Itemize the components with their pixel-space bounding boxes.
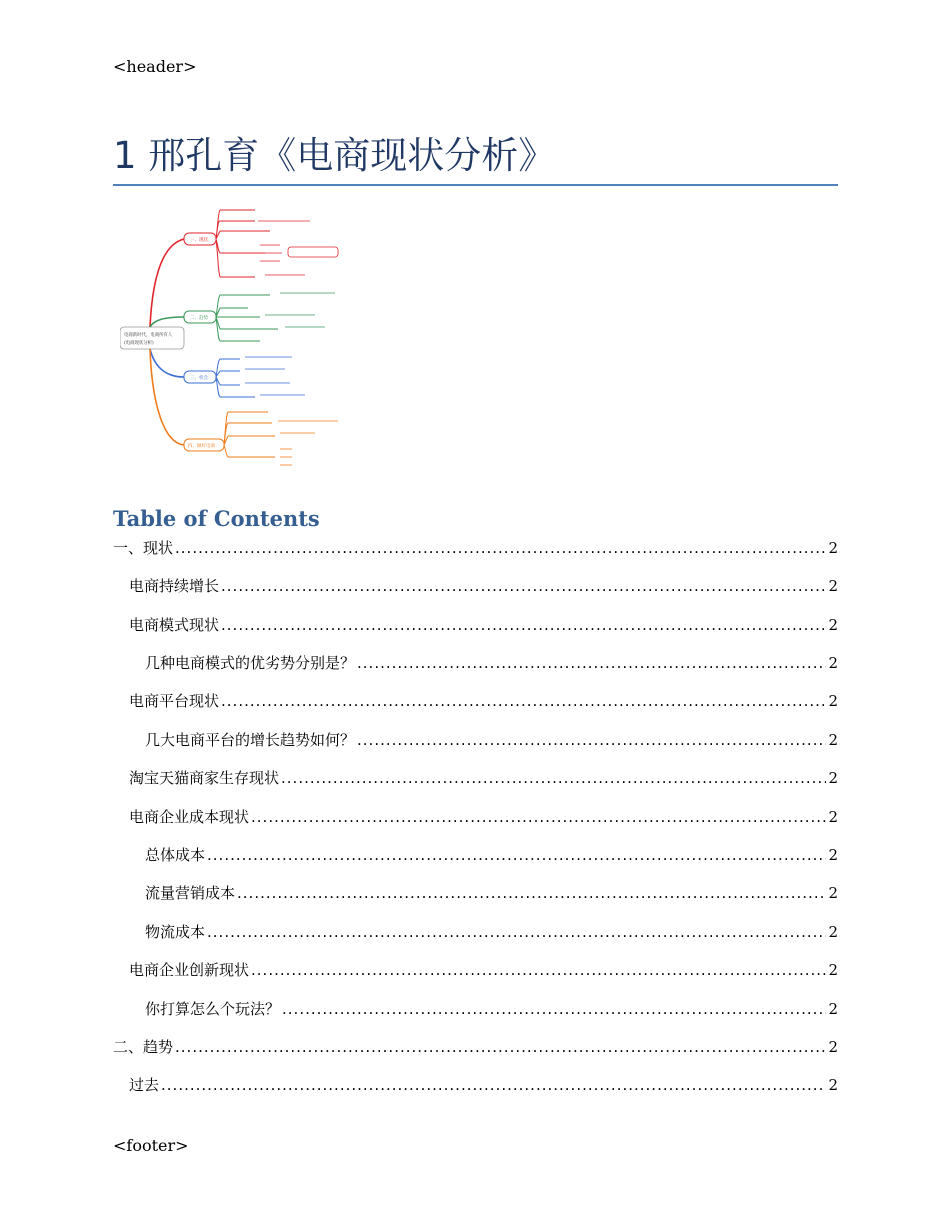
toc-entry-label: 电商平台现状 (129, 692, 220, 710)
toc-leader (207, 922, 826, 942)
toc-entry[interactable] (113, 841, 838, 865)
toc-entry[interactable] (113, 956, 838, 980)
svg-text:一、现状: 一、现状 (190, 238, 208, 243)
toc-entry-page: 2 (828, 923, 838, 941)
toc-entry-label: 几种电商模式的优劣势分别是？ (145, 654, 356, 672)
title-underline (113, 184, 838, 186)
svg-text:(电商现状分析): (电商现状分析) (124, 341, 154, 346)
toc-leader (161, 1075, 826, 1095)
document-title: 1 邢孔育《电商现状分析》 (113, 134, 556, 177)
toc-entry-label: 物流成本 (145, 923, 206, 941)
page-header: <header> (113, 57, 197, 76)
toc-leader (251, 960, 826, 980)
toc-entry-page: 2 (828, 1038, 838, 1056)
toc-entry-page: 2 (828, 577, 838, 595)
toc-entry-page: 2 (828, 616, 838, 634)
toc-entry[interactable] (113, 726, 838, 750)
toc-entry[interactable] (113, 918, 838, 942)
toc-entry-page: 2 (828, 539, 838, 557)
toc-leader (251, 807, 826, 827)
toc-entry-page: 2 (828, 1000, 838, 1018)
toc-entry[interactable] (113, 995, 838, 1019)
toc-entry-page: 2 (828, 654, 838, 672)
toc-entry-page: 2 (828, 846, 838, 864)
toc-leader (281, 768, 826, 788)
svg-text:四、做好电商: 四、做好电商 (188, 444, 215, 449)
toc-entry-page: 2 (828, 769, 838, 787)
toc-entry[interactable] (113, 764, 838, 788)
toc-entry[interactable] (113, 1033, 838, 1057)
toc-entry[interactable] (113, 803, 838, 827)
toc-entry-label: 淘宝天猫商家生存现状 (129, 769, 280, 787)
toc-entry-label: 几大电商平台的增长趋势如何？ (145, 731, 356, 749)
mindmap-figure (120, 205, 342, 470)
toc-leader (282, 999, 826, 1019)
svg-text:二、趋势: 二、趋势 (190, 316, 208, 321)
toc-entry-label: 电商企业创新现状 (129, 961, 250, 979)
toc-entry-label: 总体成本 (145, 846, 206, 864)
toc-entry-label: 你打算怎么个玩法？ (145, 1000, 281, 1018)
toc-entry[interactable] (113, 687, 838, 711)
toc-entry-label: 电商模式现状 (129, 616, 220, 634)
toc-entry-page: 2 (828, 808, 838, 826)
toc-entry-label: 过去 (129, 1076, 160, 1094)
toc-leader (221, 576, 826, 596)
toc-entry[interactable] (113, 611, 838, 635)
toc-entry-label: 流量营销成本 (145, 884, 236, 902)
page-footer: <footer> (113, 1136, 189, 1155)
toc-leader (175, 538, 826, 558)
mindmap-root-text: 电商新时代，电商所有人 (124, 333, 173, 338)
toc-entry[interactable] (113, 1071, 838, 1095)
toc-leader (237, 883, 826, 903)
toc-leader (175, 1037, 826, 1057)
toc-entry[interactable] (113, 572, 838, 596)
toc-entry-page: 2 (828, 961, 838, 979)
toc-entry-page: 2 (828, 692, 838, 710)
toc-entry[interactable] (113, 879, 838, 903)
svg-text:三、机会: 三、机会 (190, 376, 208, 381)
toc-entry-page: 2 (828, 1076, 838, 1094)
toc-leader (221, 691, 826, 711)
toc-leader (357, 730, 826, 750)
toc-entry[interactable] (113, 649, 838, 673)
toc-entry-page: 2 (828, 731, 838, 749)
toc-entry-label: 二、趋势 (113, 1038, 174, 1056)
toc-entry-label: 一、现状 (113, 539, 174, 557)
toc-entry-label: 电商持续增长 (129, 577, 220, 595)
toc-leader (221, 615, 826, 635)
toc-leader (357, 653, 826, 673)
toc-title: Table of Contents (113, 506, 320, 531)
toc-entry[interactable] (113, 534, 838, 558)
toc-leader (207, 845, 826, 865)
mindmap-svg (120, 205, 342, 470)
toc-entry-page: 2 (828, 884, 838, 902)
toc-entry-label: 电商企业成本现状 (129, 808, 250, 826)
